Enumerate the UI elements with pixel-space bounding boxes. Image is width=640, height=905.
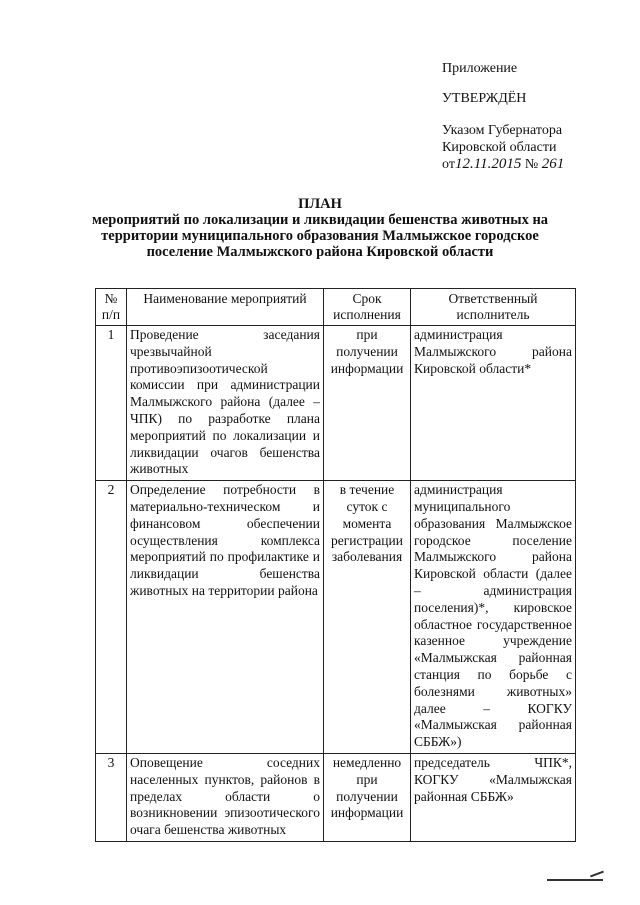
title-line-4: поселение Малмыжского района Кировской области bbox=[146, 244, 494, 260]
row-activity: Определение потребности в материально-техническом и финансовом обеспечении осуществления комплекса мероприятий по профилактике и ликвидации бешенства животных на территории района bbox=[127, 481, 324, 754]
row-term: в течение суток с момента регистрации заболевания bbox=[324, 481, 411, 754]
decree-line-2: Кировской области bbox=[442, 140, 557, 155]
header-term: Срок исполнения bbox=[324, 289, 411, 326]
number-prefix: № bbox=[524, 157, 539, 172]
document-title: ПЛАН bbox=[298, 196, 342, 212]
handwritten-number: 261 bbox=[541, 156, 565, 172]
signature-flourish bbox=[590, 871, 604, 878]
approved-label: УТВЕРЖДЁН bbox=[442, 91, 527, 106]
date-prefix: от bbox=[442, 157, 455, 172]
handwritten-date: 12.11.2015 bbox=[454, 156, 522, 172]
row-activity: Оповещение соседних населенных пунктов, районов в пределах области о возникновении эпизоотического очага бешенства животных bbox=[127, 753, 324, 841]
table-row bbox=[96, 753, 576, 841]
row-responsible: администрация муниципального образования Малмыжское городское поселение Малмыжского района Кировской области (далее – администрация поселения)*, кировское областное государственное казенное учреждение «Малмыжская районная станция по борьбе с болезнями животных» далее – КОГКУ «Малмыжская районная СББЖ») bbox=[411, 481, 576, 754]
title-line-3: территории муниципального образования Малмыжское городское bbox=[101, 228, 539, 244]
decree-date-line bbox=[442, 156, 564, 173]
row-number: 2 bbox=[96, 481, 127, 754]
row-responsible: председатель ЧПК*, КОГКУ «Малмыжская районная СББЖ» bbox=[411, 753, 576, 841]
table-row bbox=[96, 481, 576, 754]
plan-table bbox=[95, 288, 576, 842]
header-activity: Наименование мероприятий bbox=[127, 289, 324, 326]
header-number: № п/п bbox=[96, 289, 127, 326]
table-row bbox=[96, 326, 576, 481]
appendix-label: Приложение bbox=[442, 61, 518, 76]
row-number: 3 bbox=[96, 753, 127, 841]
row-term: немедленно при получении информации bbox=[324, 753, 411, 841]
row-responsible: администрация Малмыжского района Кировской области* bbox=[411, 326, 576, 481]
row-number: 1 bbox=[96, 326, 127, 481]
title-line-2: мероприятий по локализации и ликвидации бешенства животных на bbox=[91, 212, 549, 228]
decree-line-1: Указом Губернатора bbox=[442, 123, 563, 138]
header-responsible: Ответственный исполнитель bbox=[411, 289, 576, 326]
row-term: при получении информации bbox=[324, 326, 411, 481]
table-header-row bbox=[96, 289, 576, 326]
row-activity: Проведение заседания чрезвычайной противоэпизоотической комиссии при администрации Малмыжского района (далее – ЧПК) по разработке плана мероприятий по локализации и ликвидации очагов бешенства животных bbox=[127, 326, 324, 481]
signature-mark bbox=[547, 879, 603, 881]
